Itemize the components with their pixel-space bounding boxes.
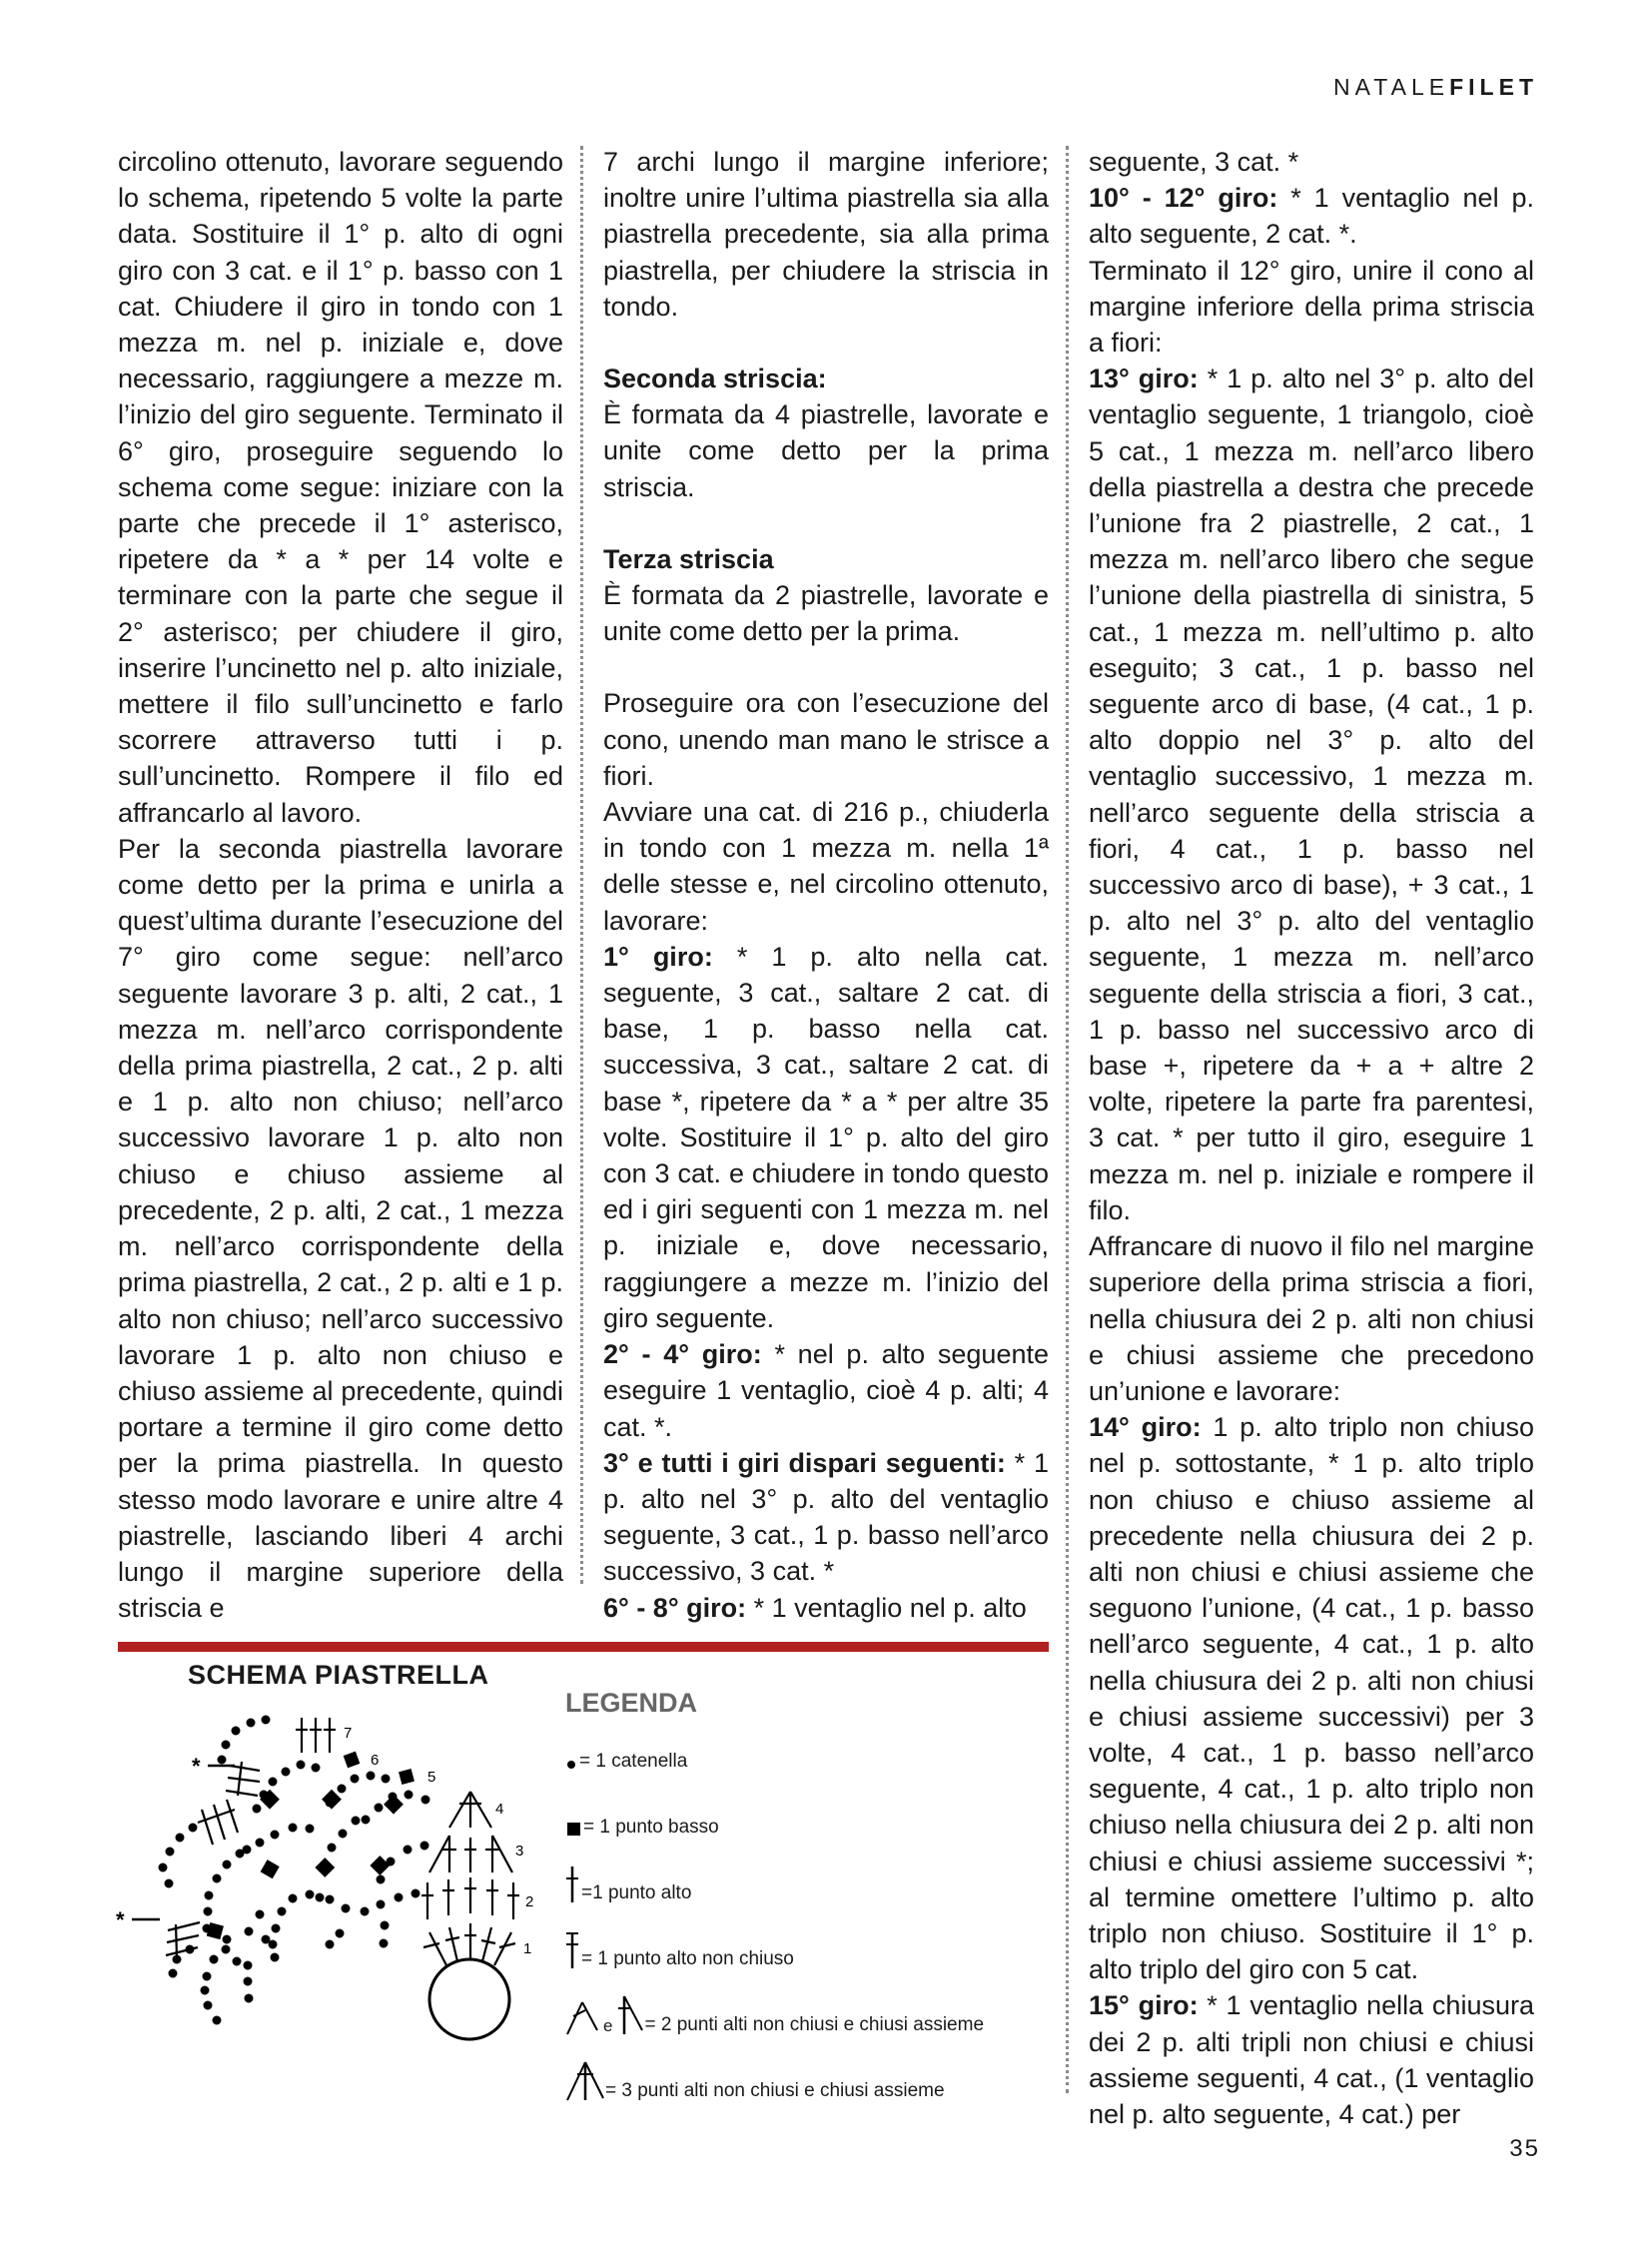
round-3-stitches-icon bbox=[429, 1836, 512, 1872]
paragraph: Proseguire ora con l’esecuzione del cono, unendo man mano le strisce a fiori. bbox=[603, 688, 1049, 791]
round-instruction: 10° - 12° giro: * 1 ventaglio nel p. alto seguente, 2 cat. *. bbox=[1089, 183, 1534, 250]
round-instruction: 1° giro: * 1 p. alto nella cat. seguente, 3 cat., saltare 2 cat. di base, 1 p. basso nella cat. successiva, 3 cat., saltare 2 cat. di base *, ripetere da * a * per altre 35 volte. Sostituire il 1° p. alto del giro con 3 cat. e chiudere in tondo questo ed i giri seguenti con 1 mezza m. nel p. iniziale e, dove necessario, raggiungere a mezze m. l’inizio del giro seguente. bbox=[603, 941, 1049, 1333]
subheading-terza-striscia: Terza striscia bbox=[603, 543, 774, 574]
round-label-5: 5 bbox=[427, 1769, 436, 1786]
round-instruction: 2° - 4° giro: * nel p. alto seguente eseguire 1 ventaglio, cioè 4 p. alti; 4 cat. *. bbox=[603, 1339, 1049, 1442]
paragraph: È formata da 4 piastrelle, lavorate e unite come detto per la prima striscia. bbox=[603, 399, 1049, 502]
double-crochet-icon bbox=[565, 1865, 581, 1904]
header-section-bold: FILET bbox=[1449, 74, 1538, 100]
round-label: 3° e tutti i giri dispari seguenti: bbox=[603, 1447, 1006, 1478]
round-label: 2° - 4° giro: bbox=[603, 1339, 762, 1370]
round-instruction: 6° - 8° giro: * 1 ventaglio nel p. alto bbox=[603, 1592, 1027, 1623]
svg-text:*: * bbox=[116, 1907, 125, 1932]
svg-text:*: * bbox=[192, 1754, 201, 1779]
column-divider bbox=[580, 146, 583, 1584]
single-crochet-square-icon bbox=[565, 1817, 583, 1839]
round-instruction: 13° giro: * 1 p. alto nel 3° p. alto del ventaglio seguente, 1 triangolo, cioè 5 cat., 1 mezza m. nell’arco libero della piastrella a destra che precede l’unione fra 2 piastrelle, 2 cat., 1 mezza m. nell’arco libero che segue l’unione della piastrella di sinistra, 5 cat., 1 mezza m. nell’ultimo p. alto eseguito; 3 cat., 1 p. basso nel seguente arco di base, (4 cat., 1 p. alto doppio nel 3° p. alto del ventaglio successivo, 1 mezza m. nell’arco seguente della striscia a fiori, 4 cat., 1 p. basso nel successivo arco di base), + 3 cat., 1 p. alto nel 3° p. alto del ventaglio seguente, 1 mezza m. nell’arco seguente della striscia a fiori, 3 cat., 1 p. basso nel successivo arco di base +, ripetere da + a + altre 2 volte, ripetere la parte fra parentesi, 3 cat. * per tutto il giro, eseguire 1 mezza m. nel p. iniziale e rompere il filo. bbox=[1089, 364, 1534, 1225]
paragraph: Avviare una cat. di 216 p., chiuderla in tondo con 1 mezza m. nella 1ª delle stesse e, nel circolino ottenuto, lavorare: bbox=[603, 797, 1049, 936]
schema-title: SCHEMA PIASTRELLA bbox=[188, 1660, 489, 1690]
round-label: 1° giro: bbox=[603, 941, 713, 972]
legend bbox=[565, 1688, 1065, 2102]
legend-item: = 3 punti alti non chiusi e chiusi assieme bbox=[565, 2036, 1065, 2102]
paragraph: seguente, 3 cat. * bbox=[1089, 147, 1299, 177]
round-label: 13° giro: bbox=[1089, 364, 1199, 394]
round-label-7: 7 bbox=[344, 1725, 353, 1742]
foundation-ring-icon bbox=[429, 1959, 509, 2039]
round-label-3: 3 bbox=[515, 1843, 524, 1860]
round-4-stitches-icon bbox=[449, 1792, 491, 1828]
column-divider bbox=[1066, 146, 1069, 2093]
repeat-marker-icons bbox=[192, 1754, 235, 1779]
legend-title: LEGENDA bbox=[565, 1688, 698, 1718]
dc2tog-alt-icon bbox=[616, 1992, 644, 2036]
legend-item: = 1 punto basso bbox=[565, 1773, 1065, 1839]
round-label-4: 4 bbox=[495, 1801, 504, 1818]
round-label: 10° - 12° giro: bbox=[1089, 183, 1278, 214]
text-column-2 bbox=[603, 144, 1049, 1626]
legend-item: = 1 catenella bbox=[565, 1733, 1065, 1773]
round-instruction: 3° e tutti i giri dispari seguenti: * 1 p. alto nel 3° p. alto del ventaglio seguente, 3 cat., 1 p. basso nell’arco successivo, 3 cat. * bbox=[603, 1447, 1049, 1587]
round-label-6: 6 bbox=[371, 1752, 380, 1769]
legend-item: = 1 punto alto non chiuso bbox=[565, 1904, 1065, 1970]
text-column-3 bbox=[1089, 144, 1534, 2132]
round-label: 14° giro: bbox=[1089, 1412, 1202, 1443]
round-label: 15° giro: bbox=[1089, 1990, 1199, 2021]
text-column-1 bbox=[118, 144, 563, 1626]
dc3tog-icon bbox=[565, 2058, 605, 2102]
legend-item: =1 punto alto bbox=[565, 1839, 1065, 1904]
paragraph: È formata da 2 piastrelle, lavorate e unite come detto per la prima. bbox=[603, 580, 1049, 647]
repeat-marker-icons bbox=[116, 1907, 160, 1932]
paragraph: Terminato il 12° giro, unire il cono al margine inferiore della prima striscia a fiori: bbox=[1089, 255, 1534, 359]
round-label: 6° - 8° giro: bbox=[603, 1592, 747, 1623]
round-2-stitches-icon bbox=[421, 1877, 519, 1919]
section-accent-bar bbox=[118, 1642, 1049, 1652]
round-label-2: 2 bbox=[525, 1893, 534, 1910]
paragraph: circolino ottenuto, lavorare seguendo lo schema, ripetendo 5 volte la parte data. Sostituire il 1° p. alto di ogni giro con 3 cat. e il 1° p. basso con 1 cat. Chiudere il giro in tondo con 1 mezza m. nel p. iniziale e, dove necessario, raggiungere a mezze m. l’inizio del giro seguente. Terminato il 6° giro, proseguire seguendo lo schema come segue: iniziare con la parte che precede il 1° asterisco, ripetere da * a * per 14 volte e terminare con la parte che segue il 2° asterisco; per chiudere il giro, inserire l’uncinetto nel p. alto iniziale, mettere il filo sull’uncinetto e farlo scorrere attraverso tutti i p. sull’uncinetto. Rompere il filo ed affrancarlo al lavoro. bbox=[118, 147, 563, 828]
page-number: 35 bbox=[1509, 2135, 1540, 2162]
dc2tog-icon bbox=[565, 1996, 599, 2036]
subheading-seconda-striscia: Seconda striscia: bbox=[603, 364, 827, 394]
chain-dot-icon bbox=[565, 1753, 579, 1773]
round-instruction: 14° giro: 1 p. alto triplo non chiuso nel p. sottostante, * 1 p. alto triplo non chiuso e chiuso assieme al precedente nella chiusura dei 2 p. alti non chiusi e chiusi assieme che seguono l’unione, (4 cat., 1 p. basso nell’arco seguente, 4 cat., 1 p. alto nella chiusura dei 2 p. alti non chiusi e chiusi assieme successivi) per 3 volte, 4 cat., 1 p. basso nell’arco seguente, 4 cat., 1 p. alto triplo non chiuso nella chiusura dei 2 p. alti non chiusi e chiusi assieme successivi *; al termine omettere l’ultimo p. alto triplo non chiuso. Sostituire il 1° p. alto triplo del giro con 5 cat. bbox=[1089, 1412, 1534, 1985]
crochet-tile-diagram bbox=[110, 1698, 549, 2097]
legend-item: e = 2 punti alti non chiusi e chiusi assieme bbox=[565, 1970, 1065, 2036]
unfinished-double-crochet-icon bbox=[565, 1930, 581, 1970]
round-instruction: 15° giro: * 1 ventaglio nella chiusura dei 2 p. alti tripli non chiusi e chiusi assieme seguenti, 4 cat., (1 ventaglio nel p. alto seguente, 4 cat.) per bbox=[1089, 1990, 1534, 2129]
round-label-1: 1 bbox=[523, 1940, 532, 1957]
paragraph: Affrancare di nuovo il filo nel margine superiore della prima striscia a fiori, nella chiusura dei 2 p. alti non chiusi e chiusi assieme che precedono un’unione e lavorare: bbox=[1089, 1231, 1534, 1406]
round-1-stitches-icon bbox=[423, 1923, 515, 1965]
paragraph: 7 archi lungo il margine inferiore; inoltre unire l’ultima piastrella sia alla piastrella precedente, sia alla prima piastrella, per chiudere la striscia in tondo. bbox=[603, 147, 1049, 322]
paragraph: Per la seconda piastrella lavorare come detto per la prima e unirla a quest’ultima durante l’esecuzione del 7° giro come segue: nell’arco seguente lavorare 3 p. alti, 2 cat., 1 mezza m. nell’arco corrispondente della prima piastrella, 2 cat., 2 p. alti e 1 p. alto non chiuso; nell’arco successivo lavorare 1 p. alto non chiuso e chiuso assieme al precedente, 2 p. alti, 2 cat., 1 mezza m. nell’arco corrispondente della prima piastrella, 2 cat., 2 p. alti e 1 p. alto non chiuso; nell’arco successivo lavorare 1 p. alto non chiuso e chiuso assieme al precedente, quindi portare a termine il giro come detto per la prima piastrella. In questo stesso modo lavorare e unire altre 4 piastrelle, lasciando liberi 4 archi lungo il margine superiore della striscia e bbox=[118, 833, 563, 1624]
running-header bbox=[1333, 74, 1538, 101]
header-section-thin: NATALE bbox=[1333, 74, 1450, 100]
